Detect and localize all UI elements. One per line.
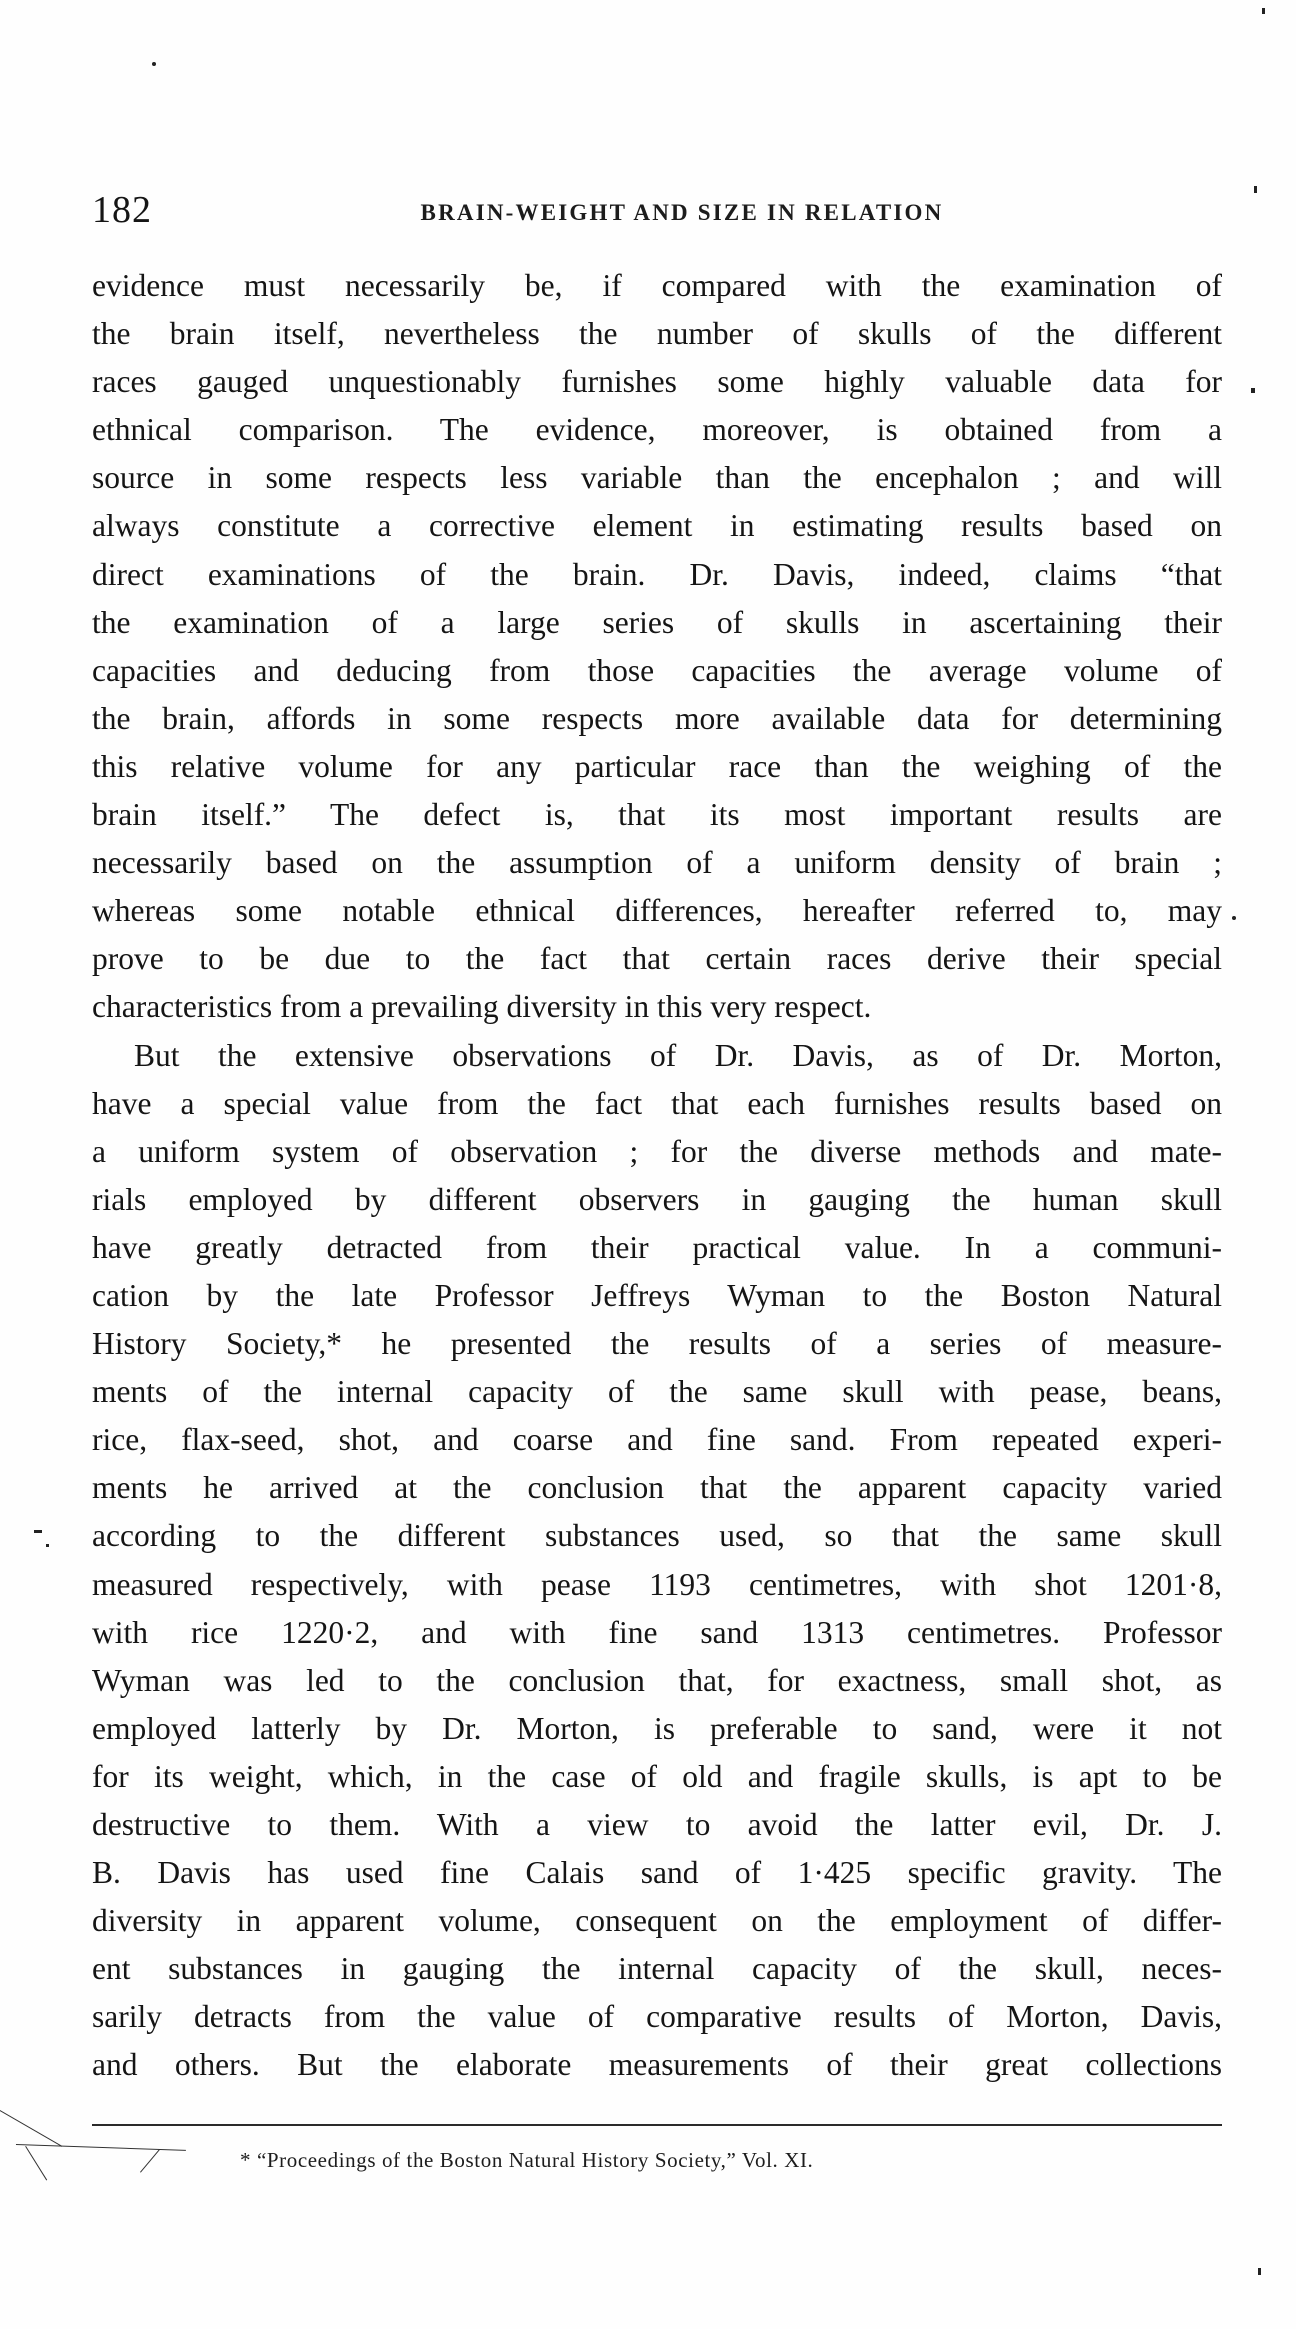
text-line: a uniform system of observation ; for the diverse methods and mate-	[92, 1133, 1222, 1169]
running-head: BRAIN-WEIGHT AND SIZE IN RELATION	[420, 200, 944, 225]
text-line: History Society,* he presented the results of a series of measure-	[92, 1326, 1222, 1362]
text-line: sarily detracts from the value of comparative results of Morton, Davis,	[92, 1999, 1222, 2035]
text-line: necessarily based on the assumption of a uniform density of brain ;	[92, 845, 1222, 881]
text-line: B. Davis has used fine Calais sand of 1·425 specific gravity. The	[92, 1855, 1222, 1891]
text-line: measured respectively, with pease 1193 centimetres, with shot 1201·8,	[92, 1566, 1222, 1602]
text-line: cation by the late Professor Jeffreys Wyman to the Boston Natural	[92, 1277, 1222, 1313]
scan-speck	[1251, 388, 1255, 393]
scan-speck	[1258, 2268, 1261, 2275]
body-text	[92, 262, 1222, 2090]
pencil-stroke	[0, 2110, 62, 2147]
text-line: destructive to them. With a view to avoid the latter evil, Dr. J.	[92, 1807, 1222, 1842]
text-line: capacities and deducing from those capacities the average volume of	[92, 652, 1222, 688]
text-line: rice, flax-seed, shot, and coarse and fine sand. From repeated experi-	[92, 1422, 1222, 1458]
text-line: ments of the internal capacity of the same skull with pease, beans,	[92, 1374, 1222, 1410]
text-line: the examination of a large series of skulls in ascertaining their	[92, 604, 1222, 640]
text-line: brain itself.” The defect is, that its most important results are	[92, 797, 1222, 833]
text-line: prove to be due to the fact that certain races derive their special	[92, 941, 1222, 977]
text-line: employed latterly by Dr. Morton, is preferable to sand, were it not	[92, 1710, 1222, 1746]
scan-speck	[46, 1544, 49, 1547]
text-line: and others. But the elaborate measurements of their great collections	[92, 2047, 1222, 2083]
text-line: diversity in apparent volume, consequent on the employment of differ-	[92, 1903, 1222, 1939]
text-line: according to the different substances used, so that the same skull	[92, 1518, 1222, 1554]
text-line: always constitute a corrective element in estimating results based on	[92, 508, 1222, 544]
scan-speck	[34, 1530, 42, 1533]
paragraph-start-line: But the extensive observations of Dr. Davis, as of Dr. Morton,	[134, 1037, 1222, 1073]
text-line: the brain, affords in some respects more available data for determining	[92, 700, 1222, 736]
text-line: with rice 1220·2, and with fine sand 1313 centimetres. Professor	[92, 1614, 1222, 1650]
text-line: whereas some notable ethnical differences, hereafter referred to, may	[92, 893, 1222, 929]
scan-speck	[1254, 186, 1257, 193]
text-line: ethnical comparison. The evidence, moreover, is obtained from a	[92, 412, 1222, 448]
scan-speck	[1262, 8, 1265, 14]
text-line: Wyman was led to the conclusion that, for exactness, small shot, as	[92, 1662, 1222, 1698]
pencil-stroke	[16, 2144, 186, 2151]
text-line: races gauged unquestionably furnishes some highly valuable data for	[92, 364, 1222, 400]
text-line: source in some respects less variable than the encephalon ; and will	[92, 460, 1222, 496]
paragraph-end-line: characteristics from a prevailing diversity in this very respect.	[92, 989, 872, 1025]
text-line: evidence must necessarily be, if compared with the examination of	[92, 268, 1222, 303]
text-line: the brain itself, nevertheless the number of skulls of the different	[92, 316, 1222, 352]
text-line: ments he arrived at the conclusion that the apparent capacity varied	[92, 1470, 1222, 1506]
text-line: rials employed by different observers in gauging the human skull	[92, 1181, 1222, 1217]
footnote-rule	[92, 2124, 1222, 2126]
page-number: 182	[92, 189, 152, 231]
scan-speck	[1232, 916, 1236, 920]
page-header	[92, 180, 1222, 240]
pencil-stroke	[140, 2149, 160, 2173]
text-line: have a special value from the fact that each furnishes results based on	[92, 1085, 1222, 1121]
pencil-stroke	[25, 2146, 47, 2180]
text-line: this relative volume for any particular race than the weighing of the	[92, 748, 1222, 784]
scan-speck	[152, 62, 156, 66]
footnote: * “Proceedings of the Boston Natural History Society,” Vol. XI.	[240, 2148, 814, 2172]
text-line: have greatly detracted from their practical value. In a communi-	[92, 1229, 1222, 1265]
text-line: direct examinations of the brain. Dr. Davis, indeed, claims “that	[92, 556, 1222, 592]
text-line: ent substances in gauging the internal capacity of the skull, neces-	[92, 1951, 1222, 1987]
text-line: for its weight, which, in the case of old and fragile skulls, is apt to be	[92, 1758, 1222, 1794]
